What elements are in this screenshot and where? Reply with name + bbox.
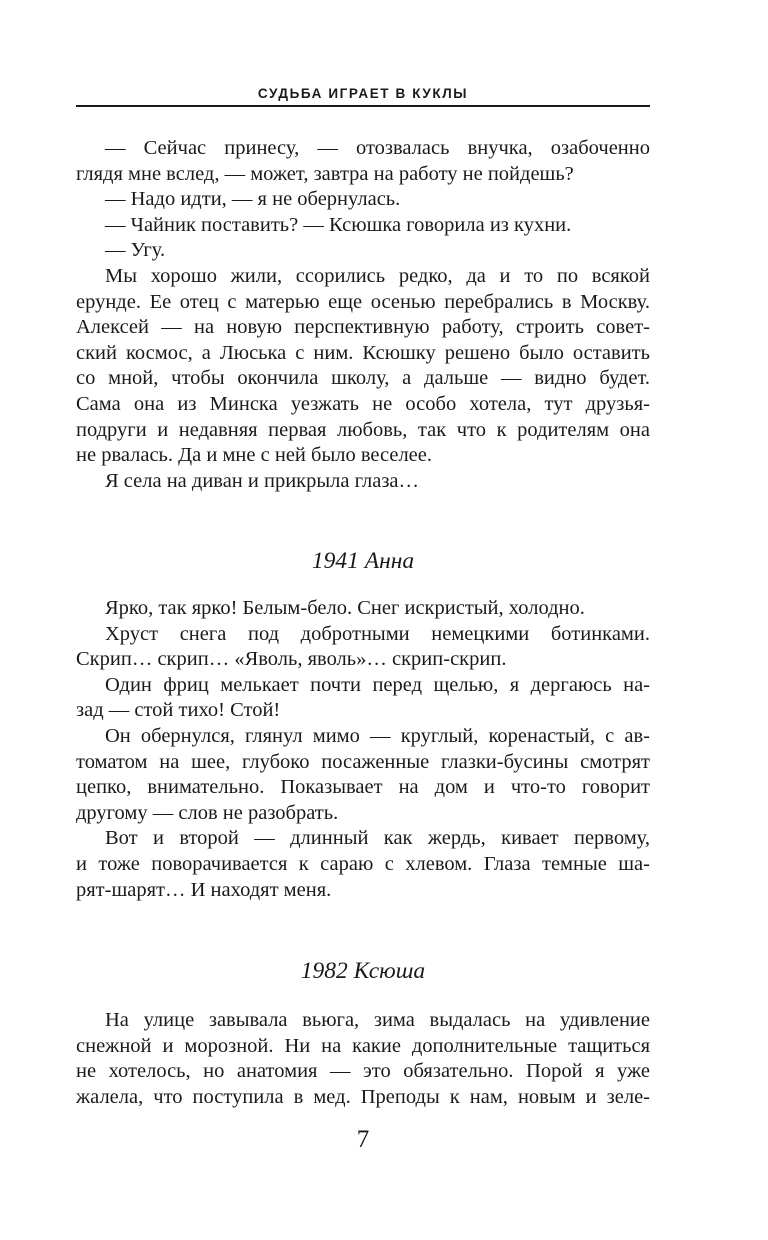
header-rule [76, 105, 650, 107]
text-line: Алексей — на новую перспективную работу, строить совет- [76, 316, 650, 339]
text-line: Он обернулся, глянул мимо — круглый, коренастый, с ав- [105, 724, 650, 747]
section-2-text [76, 596, 650, 903]
text-line: цепко, внимательно. Показывает на дом и что-то говорит [76, 776, 650, 799]
text-line: рят-шарят… И находят меня. [76, 878, 332, 901]
page-number: 7 [356, 1126, 370, 1153]
text-line: Мы хорошо жили, ссорились редко, да и то по всякой [105, 264, 650, 287]
text-line: Я села на диван и прикрыла глаза… [105, 469, 420, 492]
text-line: — Угу. [105, 239, 166, 262]
text-line: На улице завывала вьюга, зима выдалась на удивление [105, 1009, 650, 1031]
text-line: не рвалась. Да и мне с ней было веселее. [76, 444, 432, 467]
text-line: Скрип… скрип… «Яволь, яволь»… скрип-скрип. [76, 648, 507, 671]
section-3-heading: 1982 Ксюша [300, 958, 426, 984]
text-line: — Надо идти, — я не обернулась. [105, 188, 401, 211]
text-line: не хотелось, но анатомия — это обязательно. Порой я уже [76, 1060, 650, 1083]
text-line: — Чайник поставить? — Ксюшка говорила из кухни. [105, 213, 572, 236]
text-line: — Сейчас принесу, — отозвалась внучка, озабоченно [105, 137, 650, 159]
text-line: и тоже поворачивается к сараю с хлевом. Глаза темные ша- [76, 852, 650, 875]
text-line: Хруст снега под добротными немецкими ботинками. [105, 622, 650, 645]
text-line: Сама она из Минска уезжать не особо хотела, тут друзья- [76, 392, 650, 415]
section-1-text [76, 136, 650, 494]
text-line: ерунде. Ее отец с матерью еще осенью перебрались в Москву. [76, 290, 650, 313]
text-line: глядя мне вслед, — может, завтра на работу не пойдешь? [76, 162, 574, 185]
text-line: снежной и морозной. Ни на какие дополнительные тащиться [76, 1034, 650, 1057]
text-line: томатом на шее, глубоко посаженные глазки-бусины смотрят [76, 750, 650, 773]
section-2-heading: 1941 Анна [311, 548, 415, 574]
text-line: Ярко, так ярко! Белым-бело. Снег искристый, холодно. [105, 597, 585, 619]
text-line: подруги и недавняя первая любовь, так что к родителям она [76, 418, 650, 441]
text-line: ский космос, а Люська с ним. Ксюшку решено было оставить [76, 341, 650, 364]
text-line: жалела, что поступила в мед. Преподы к нам, новым и зеле- [76, 1085, 650, 1108]
text-line: Один фриц мелькает почти перед щелью, я дергаюсь на- [105, 673, 650, 696]
section-3-text [76, 1008, 650, 1110]
running-head: СУДЬБА ИГРАЕТ В КУКЛЫ [257, 86, 469, 101]
text-line: Вот и второй — длинный как жердь, кивает первому, [105, 827, 650, 850]
text-line: зад — стой тихо! Стой! [76, 699, 281, 722]
text-line: со мной, чтобы окончила школу, а дальше — видно будет. [76, 367, 650, 390]
text-line: другому — слов не разобрать. [76, 801, 339, 824]
